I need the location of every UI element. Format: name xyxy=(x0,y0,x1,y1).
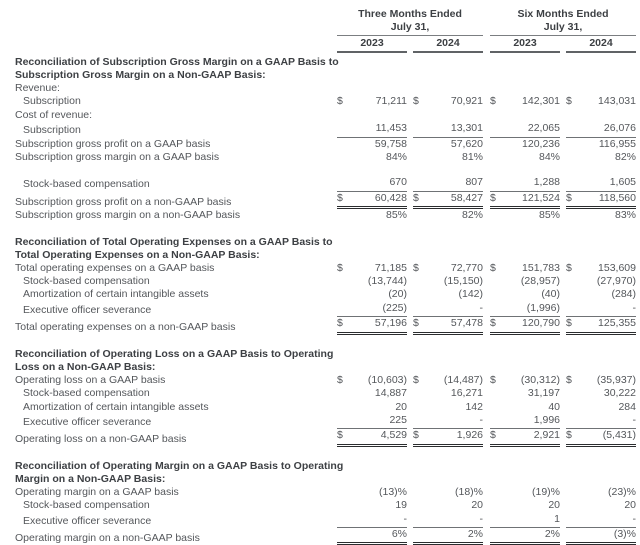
row-label: Subscription xyxy=(23,124,81,137)
currency-symbol: $ xyxy=(337,373,343,386)
cell-value: 2% xyxy=(544,527,560,540)
value-cell xyxy=(413,317,483,334)
cell-value: (18)% xyxy=(454,485,483,498)
cell-value: 58,427 xyxy=(450,191,483,204)
value-cell xyxy=(566,302,636,317)
cell-value: (35,937) xyxy=(596,373,636,386)
value-cell xyxy=(490,387,560,400)
table-row xyxy=(15,387,636,400)
row-label: Subscription gross margin on a non-GAAP basis xyxy=(15,209,241,222)
value-cell xyxy=(566,429,636,446)
table-row xyxy=(15,95,636,108)
section-heading: Reconciliation of Operating Loss on a GAAP Basis to Operating Loss on a Non-GAAP Basis: xyxy=(15,347,334,373)
column-group-subtitle: July 31, xyxy=(337,21,483,36)
value-cell xyxy=(490,486,560,499)
cell-value: (3)% xyxy=(613,527,636,540)
value-cell xyxy=(566,317,636,334)
column-group-three-months xyxy=(337,5,483,53)
value-cell xyxy=(566,95,636,108)
table-row xyxy=(15,82,631,95)
cell-value: (142) xyxy=(458,288,483,301)
table-row xyxy=(15,137,636,151)
cell-value: 40 xyxy=(548,400,560,413)
value-cell xyxy=(413,209,483,222)
value-cell xyxy=(413,374,483,387)
cell-value: 284 xyxy=(618,400,636,413)
row-label: Operating margin on a GAAP basis xyxy=(15,485,179,498)
cell-value: 225 xyxy=(389,413,407,426)
cell-value: 72,770 xyxy=(450,261,483,274)
cell-value: 84% xyxy=(385,151,407,164)
value-cell xyxy=(337,209,407,222)
header-label-spacer xyxy=(15,5,331,53)
cell-value: - xyxy=(632,512,636,525)
value-cell xyxy=(337,499,407,512)
currency-symbol: $ xyxy=(490,95,496,108)
cell-value: 118,560 xyxy=(598,191,636,204)
value-cell xyxy=(490,122,560,137)
table-header xyxy=(15,5,631,53)
cell-value: 57,620 xyxy=(450,137,483,150)
table-row xyxy=(15,301,636,317)
value-cell xyxy=(413,414,483,429)
row-label: Subscription gross margin on a GAAP basis xyxy=(15,151,220,164)
cell-value: (30,312) xyxy=(520,373,560,386)
cell-value: 2,921 xyxy=(533,429,560,442)
currency-symbol: $ xyxy=(413,373,419,386)
table-row xyxy=(15,288,636,301)
cell-value: (13)% xyxy=(378,485,407,498)
value-cell xyxy=(337,122,407,137)
value-cell xyxy=(413,429,483,446)
cell-value: 6% xyxy=(391,527,407,540)
row-spacer xyxy=(15,164,631,176)
cell-value: 116,955 xyxy=(598,137,636,150)
value-cell xyxy=(566,499,636,512)
value-cell xyxy=(490,528,560,545)
value-cell xyxy=(566,374,636,387)
value-cell xyxy=(413,401,483,414)
currency-symbol: $ xyxy=(413,317,419,330)
cell-value: (10,603) xyxy=(367,373,407,386)
value-cell xyxy=(566,151,636,164)
value-cell xyxy=(566,192,636,209)
cell-value: 16,271 xyxy=(450,387,483,400)
value-cell xyxy=(337,262,407,275)
value-cell xyxy=(566,275,636,288)
value-cell xyxy=(566,176,636,191)
value-cell xyxy=(490,401,560,414)
value-cell xyxy=(490,151,560,164)
reconciliation-section xyxy=(15,56,636,223)
value-cell xyxy=(566,414,636,429)
cell-value: 31,197 xyxy=(527,387,560,400)
value-cell xyxy=(337,192,407,209)
section-heading: Reconciliation of Subscription Gross Margin on a GAAP Basis to Subscription Gross Margin on a Non-GAAP Basis: xyxy=(15,56,339,81)
cell-value: (5,431) xyxy=(602,429,636,442)
value-cell xyxy=(490,192,560,209)
value-cell xyxy=(490,288,560,301)
cell-value: 70,921 xyxy=(450,95,483,108)
table-row xyxy=(15,373,636,387)
cell-value: 142,301 xyxy=(522,95,560,108)
cell-value: 120,236 xyxy=(522,137,560,150)
row-label: Amortization of certain intangible assets xyxy=(23,400,209,413)
table-row xyxy=(15,109,631,122)
cell-value: 11,453 xyxy=(375,122,407,135)
value-cell xyxy=(413,151,483,164)
table-row xyxy=(15,261,636,275)
value-cell xyxy=(566,262,636,275)
value-cell xyxy=(566,513,636,528)
value-cell xyxy=(413,176,483,191)
cell-value: (20) xyxy=(388,288,407,301)
cell-value: 2% xyxy=(467,527,483,540)
cell-value: (13,744) xyxy=(367,275,407,288)
row-label: Stock-based compensation xyxy=(23,499,150,512)
cell-value: - xyxy=(632,413,636,426)
cell-value: 71,185 xyxy=(374,261,407,274)
table-row xyxy=(15,429,636,446)
value-cell xyxy=(413,302,483,317)
value-cell xyxy=(337,288,407,301)
value-cell xyxy=(566,528,636,545)
cell-value: 1,996 xyxy=(533,413,560,426)
value-cell xyxy=(566,122,636,137)
cell-value: 30,222 xyxy=(603,387,636,400)
cell-value: 57,196 xyxy=(374,317,407,330)
value-cell xyxy=(413,95,483,108)
cell-value: 20 xyxy=(395,400,407,413)
value-cell xyxy=(566,387,636,400)
currency-symbol: $ xyxy=(413,429,419,442)
value-cell xyxy=(566,288,636,301)
currency-symbol: $ xyxy=(413,261,419,274)
row-label: Executive officer severance xyxy=(23,303,152,316)
cell-value: 1,288 xyxy=(533,176,560,189)
value-cell xyxy=(413,387,483,400)
cell-value: 60,428 xyxy=(374,191,407,204)
currency-symbol: $ xyxy=(490,373,496,386)
value-cell xyxy=(413,122,483,137)
value-cell xyxy=(413,513,483,528)
cell-value: - xyxy=(632,301,636,314)
cell-value: 143,031 xyxy=(598,95,636,108)
cell-value: 807 xyxy=(465,176,483,189)
cell-value: 26,076 xyxy=(603,122,636,135)
cell-value: - xyxy=(479,301,483,314)
cell-value: 142 xyxy=(465,400,483,413)
year-header-2023: 2023 xyxy=(337,37,407,53)
table-row xyxy=(15,499,636,512)
table-row xyxy=(15,122,636,137)
cell-value: 81% xyxy=(461,151,483,164)
cell-value: (28,957) xyxy=(520,275,560,288)
value-cell xyxy=(337,317,407,334)
value-cell xyxy=(337,486,407,499)
currency-symbol: $ xyxy=(566,191,572,204)
currency-symbol: $ xyxy=(566,261,572,274)
value-cell xyxy=(490,513,560,528)
cell-value: (15,150) xyxy=(443,275,483,288)
row-label: Subscription gross profit on a non-GAAP basis xyxy=(15,195,232,208)
table-row xyxy=(15,275,636,288)
currency-symbol: $ xyxy=(337,261,343,274)
value-cell xyxy=(413,528,483,545)
column-group-six-months xyxy=(490,5,636,53)
currency-symbol: $ xyxy=(337,95,343,108)
cell-value: 4,529 xyxy=(380,429,407,442)
row-label: Stock-based compensation xyxy=(23,178,150,191)
column-group-subtitle: July 31, xyxy=(490,21,636,36)
cell-value: 1,605 xyxy=(609,176,636,189)
value-cell xyxy=(337,387,407,400)
table-row xyxy=(15,485,636,499)
row-label: Total operating expenses on a non-GAAP basis xyxy=(15,321,236,334)
row-label: Stock-based compensation xyxy=(23,387,150,400)
cell-value: 59,758 xyxy=(374,137,407,150)
cell-value: (23)% xyxy=(607,485,636,498)
value-cell xyxy=(490,262,560,275)
year-header-2023: 2023 xyxy=(490,37,560,53)
value-cell xyxy=(490,138,560,151)
value-cell xyxy=(413,486,483,499)
value-cell xyxy=(337,414,407,429)
table-row xyxy=(15,400,636,414)
cell-value: 71,211 xyxy=(375,95,407,108)
value-cell xyxy=(337,528,407,545)
reconciliation-section xyxy=(15,459,636,545)
cell-value: 20 xyxy=(548,499,560,512)
value-cell xyxy=(566,138,636,151)
table-row xyxy=(15,151,636,164)
row-label: Subscription gross profit on a GAAP basis xyxy=(15,137,211,150)
reconciliation-section xyxy=(15,235,636,335)
value-cell xyxy=(490,176,560,191)
cell-value: 125,355 xyxy=(598,317,636,330)
column-group-title: Six Months Ended xyxy=(517,8,609,20)
reconciliation-section xyxy=(15,347,636,447)
cell-value: 153,609 xyxy=(598,261,636,274)
currency-symbol: $ xyxy=(566,95,572,108)
cell-value: 670 xyxy=(389,176,407,189)
cell-value: 14,887 xyxy=(374,387,407,400)
cell-value: 22,065 xyxy=(527,122,560,135)
value-cell xyxy=(337,275,407,288)
value-cell xyxy=(413,288,483,301)
value-cell xyxy=(337,138,407,151)
year-headers xyxy=(490,36,636,53)
row-label: Revenue: xyxy=(15,82,60,94)
value-cell xyxy=(490,302,560,317)
row-label: Subscription xyxy=(23,95,81,108)
cell-value: 84% xyxy=(538,151,560,164)
cell-value: - xyxy=(479,413,483,426)
value-cell xyxy=(490,275,560,288)
cell-value: 20 xyxy=(471,499,483,512)
currency-symbol: $ xyxy=(490,261,496,274)
year-headers xyxy=(337,36,483,53)
row-label: Amortization of certain intangible assets xyxy=(23,288,209,301)
currency-symbol: $ xyxy=(566,317,572,330)
value-cell xyxy=(566,209,636,222)
currency-symbol: $ xyxy=(490,429,496,442)
value-cell xyxy=(337,151,407,164)
table-row xyxy=(15,413,636,429)
currency-symbol: $ xyxy=(337,429,343,442)
table-row xyxy=(15,191,636,209)
cell-value: 151,783 xyxy=(522,261,560,274)
value-cell xyxy=(337,429,407,446)
section-heading: Reconciliation of Total Operating Expenses on a GAAP Basis to Total Operating Expenses on a Non-GAAP Basis: xyxy=(15,235,333,261)
value-cell xyxy=(337,513,407,528)
table-row xyxy=(15,527,636,545)
cell-value: (14,487) xyxy=(443,373,483,386)
value-cell xyxy=(566,401,636,414)
cell-value: (27,970) xyxy=(596,275,636,288)
row-label: Executive officer severance xyxy=(23,415,152,428)
column-group-title: Three Months Ended xyxy=(358,8,462,20)
table-row xyxy=(15,209,636,222)
value-cell xyxy=(413,138,483,151)
section-heading: Reconciliation of Operating Margin on a GAAP Basis to Operating Margin on a Non-GAAP Basis: xyxy=(15,459,344,485)
value-cell xyxy=(490,95,560,108)
cell-value: (19)% xyxy=(531,485,560,498)
cell-value: 85% xyxy=(538,209,560,222)
value-cell xyxy=(337,401,407,414)
row-label: Operating loss on a GAAP basis xyxy=(15,373,166,386)
table-body xyxy=(15,56,636,545)
value-cell xyxy=(413,262,483,275)
value-cell xyxy=(337,176,407,191)
currency-symbol: $ xyxy=(566,429,572,442)
table-row xyxy=(15,176,636,191)
year-header-2024: 2024 xyxy=(413,37,483,53)
currency-symbol: $ xyxy=(566,373,572,386)
cell-value: (40) xyxy=(541,288,560,301)
currency-symbol: $ xyxy=(337,191,343,204)
cell-value: 19 xyxy=(395,499,407,512)
value-cell xyxy=(490,317,560,334)
cell-value: 1,926 xyxy=(456,429,483,442)
value-cell xyxy=(413,275,483,288)
value-cell xyxy=(337,95,407,108)
currency-symbol: $ xyxy=(490,191,496,204)
row-label: Operating margin on a non-GAAP basis xyxy=(15,531,200,544)
cell-value: 85% xyxy=(385,209,407,222)
row-label: Operating loss on a non-GAAP basis xyxy=(15,433,187,446)
cell-value: (1,996) xyxy=(526,301,560,314)
cell-value: 120,790 xyxy=(522,317,560,330)
cell-value: 1 xyxy=(554,512,560,525)
value-cell xyxy=(490,374,560,387)
value-cell xyxy=(490,209,560,222)
cell-value: (225) xyxy=(382,301,407,314)
row-label: Executive officer severance xyxy=(23,514,152,527)
row-label: Cost of revenue: xyxy=(15,108,93,121)
table-row xyxy=(15,317,636,334)
row-label: Stock-based compensation xyxy=(23,275,150,288)
cell-value: 82% xyxy=(614,151,636,164)
value-cell xyxy=(413,192,483,209)
value-cell xyxy=(490,429,560,446)
currency-symbol: $ xyxy=(490,317,496,330)
value-cell xyxy=(337,302,407,317)
currency-symbol: $ xyxy=(413,191,419,204)
cell-value: - xyxy=(403,512,407,525)
row-label: Total operating expenses on a GAAP basis xyxy=(15,261,215,274)
cell-value: 13,301 xyxy=(450,122,483,135)
value-cell xyxy=(337,374,407,387)
cell-value: (284) xyxy=(611,288,636,301)
value-cell xyxy=(413,499,483,512)
cell-value: 121,524 xyxy=(522,191,560,204)
currency-symbol: $ xyxy=(337,317,343,330)
cell-value: 20 xyxy=(624,499,636,512)
cell-value: 57,478 xyxy=(450,317,483,330)
year-header-2024: 2024 xyxy=(566,37,636,53)
table-row xyxy=(15,512,636,528)
cell-value: 83% xyxy=(614,209,636,222)
currency-symbol: $ xyxy=(413,95,419,108)
value-cell xyxy=(490,499,560,512)
cell-value: - xyxy=(479,512,483,525)
value-cell xyxy=(490,414,560,429)
value-cell xyxy=(566,486,636,499)
cell-value: 82% xyxy=(461,209,483,222)
